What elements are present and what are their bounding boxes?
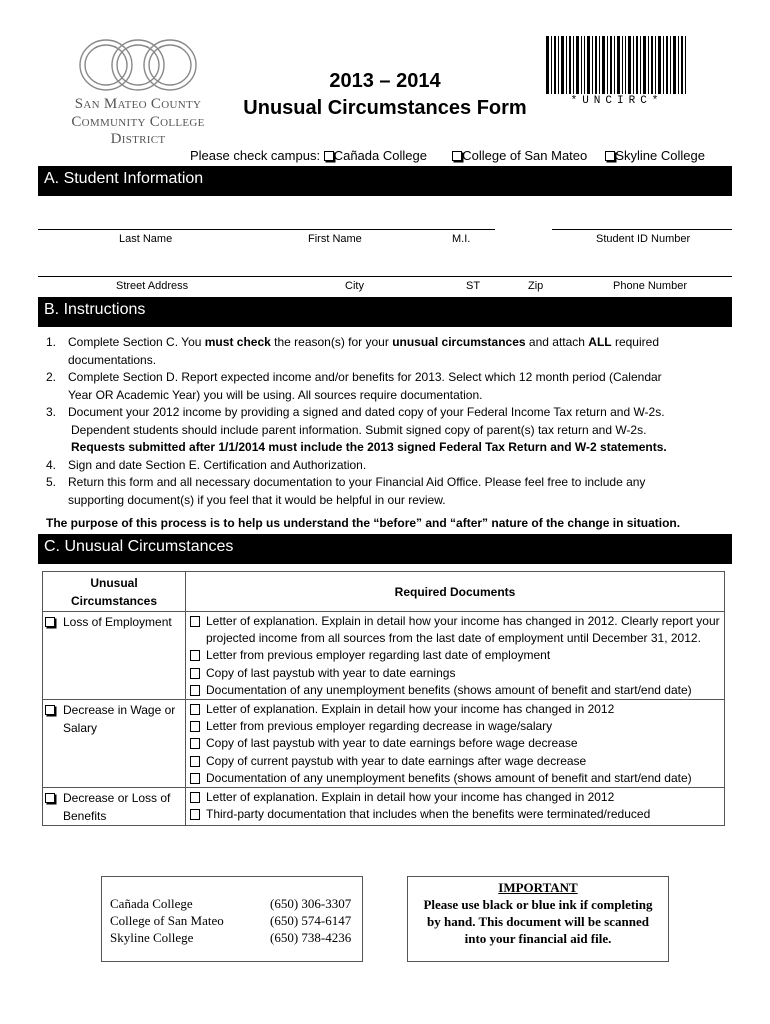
instruction-line: Document your 2012 income by providing a signed and dated copy of your Federal Income Tax return and W-2s.	[68, 405, 665, 419]
label-last-name: Last Name	[119, 233, 173, 245]
table-row	[43, 700, 725, 788]
barcode-icon	[546, 36, 686, 94]
checkbox-icon[interactable]	[45, 617, 55, 627]
instruction-line: Dependent students should include parent information. Submit signed copy of parent(s) tax return and W-2s.	[71, 422, 647, 437]
instruction-line: supporting document(s) if you feel that it would be helpful in our review.	[68, 492, 446, 507]
checkbox-icon[interactable]	[190, 616, 200, 627]
student-id-line[interactable]	[552, 229, 732, 230]
section-b-header: B. Instructions	[38, 297, 732, 327]
instruction-line: Complete Section D. Report expected income and/or benefits for 2013. Select which 12 month period (Calendar	[68, 370, 662, 384]
purpose-statement: The purpose of this process is to help us understand the “before” and “after” nature of the change in situation.	[46, 516, 681, 530]
col-header-circumstances: Unusual Circumstances	[43, 572, 186, 612]
checkbox-icon[interactable]	[190, 773, 200, 784]
checkbox-icon[interactable]	[190, 809, 200, 820]
checkbox-icon[interactable]	[190, 668, 200, 679]
label-street: Street Address	[116, 280, 189, 292]
important-line: by hand. This document will be scanned	[427, 914, 649, 929]
checkbox-icon[interactable]	[190, 721, 200, 732]
campus-option-canada[interactable]: Cañada College	[324, 148, 427, 163]
instruction-item: 1. Complete Section C. You must check the reason(s) for your unusual circumstances and attach ALL required documentations.	[46, 334, 736, 369]
label-state: ST	[466, 280, 481, 292]
table-header-row	[43, 572, 725, 612]
checkbox-icon[interactable]	[452, 151, 462, 161]
document-item[interactable]: Copy of last paystub with year to date earnings	[190, 665, 720, 682]
instruction-item: 3. Document your 2012 income by providing a signed and dated copy of your Federal Income Tax return and W-2s. Dependent students should include parent information. Submit signed copy of parent(s) tax return and W-2s. Requests submitted after 1/1/2014 must include the 2013 signed Federal Tax Return and W-2 statements.	[46, 404, 736, 457]
instruction-item: 4. Sign and date Section E. Certification and Authorization.	[46, 457, 736, 475]
checkbox-icon[interactable]	[190, 738, 200, 749]
document-item[interactable]: Letter of explanation. Explain in detail how your income has changed in 2012	[190, 701, 720, 718]
label-student-id: Student ID Number	[596, 233, 691, 245]
campus-contacts-box	[101, 876, 363, 962]
label-city: City	[345, 280, 364, 292]
document-item[interactable]: Letter from previous employer regarding decrease in wage/salary	[190, 718, 720, 735]
instruction-line: documentations.	[68, 352, 157, 367]
document-item[interactable]: Copy of last paystub with year to date earnings before wage decrease	[190, 735, 720, 752]
document-item[interactable]: Documentation of any unemployment benefits (shows amount of benefit and start/end date)	[190, 682, 720, 699]
table-row	[43, 612, 725, 700]
label-first-name: First Name	[308, 233, 362, 245]
contact-row: College of San Mateo (650) 574-6147	[110, 913, 352, 928]
checkbox-icon[interactable]	[45, 793, 55, 803]
circumstances-table	[42, 571, 725, 826]
checkbox-icon[interactable]	[190, 650, 200, 661]
col-header-documents: Required Documents	[186, 572, 725, 612]
instruction-line: Complete Section C. You must check the reason(s) for your unusual circumstances and attach ALL required	[68, 335, 659, 349]
logo-line-2: Community College District	[71, 114, 205, 147]
checkbox-icon[interactable]	[190, 685, 200, 696]
instruction-line: Return this form and all necessary documentation to your Financial Aid Office. Please feel free to include any	[68, 475, 646, 489]
section-c-header: C. Unusual Circumstances	[38, 534, 732, 564]
name-line[interactable]	[38, 229, 495, 230]
circumstance-loss-of-employment[interactable]: Loss of Employment	[45, 614, 183, 632]
contact-row: Cañada College (650) 306-3307	[110, 896, 352, 911]
circumstance-decrease-in-wage[interactable]: Decrease in Wage or Salary	[45, 702, 183, 737]
instruction-line-bold: Requests submitted after 1/1/2014 must include the 2013 signed Federal Tax Return and W-2 statements.	[71, 440, 667, 454]
checkbox-icon[interactable]	[45, 705, 55, 715]
document-item[interactable]: Letter of explanation. Explain in detail how your income has changed in 2012	[190, 789, 720, 806]
checkbox-icon[interactable]	[605, 151, 615, 161]
important-notice	[407, 876, 669, 962]
barcode-text: *UNCIRC*	[570, 95, 664, 107]
form-title: Unusual Circumstances Form	[243, 97, 527, 119]
instruction-line: Year OR Academic Year) you will be using. All sources require documentation.	[68, 387, 483, 402]
label-zip: Zip	[528, 280, 544, 292]
logo-line-1: San Mateo County	[74, 96, 202, 112]
address-line[interactable]	[38, 276, 732, 277]
campus-selector	[190, 148, 705, 163]
instruction-line: Sign and date Section E. Certification and Authorization.	[68, 457, 367, 472]
document-item[interactable]: Letter of explanation. Explain in detail how your income has changed in 2012. Clearly report your projected income from all sources from the last date of employment until December 31, 2012.	[190, 613, 720, 647]
contact-row: Skyline College (650) 738-4236	[110, 930, 352, 945]
table-row	[43, 788, 725, 826]
document-item[interactable]: Third-party documentation that includes when the benefits were terminated/reduced	[190, 806, 720, 823]
instruction-item: 2. Complete Section D. Report expected income and/or benefits for 2013. Select which 12 month period (Calendar Year OR Academic Year) you will be using. All sources require documentation.	[46, 369, 736, 404]
document-item[interactable]: Letter from previous employer regarding last date of employment	[190, 647, 720, 664]
instruction-item: 5. Return this form and all necessary documentation to your Financial Aid Office. Please feel free to include any supporting document(s) if you feel that it would be helpful in our review.	[46, 474, 736, 509]
document-item[interactable]: Documentation of any unemployment benefits (shows amount of benefit and start/end date)	[190, 770, 720, 787]
circumstance-decrease-of-benefits[interactable]: Decrease or Loss of Benefits	[45, 790, 183, 825]
checkbox-icon[interactable]	[190, 792, 200, 803]
checkbox-icon[interactable]	[190, 704, 200, 715]
campus-option-csm[interactable]: College of San Mateo	[452, 148, 587, 163]
important-heading: IMPORTANT	[498, 880, 578, 895]
campus-prompt: Please check campus:	[190, 148, 321, 163]
instructions-list	[46, 334, 736, 509]
label-mi: M.I.	[452, 233, 471, 245]
campus-option-skyline[interactable]: Skyline College	[605, 148, 705, 163]
form-year: 2013 – 2014	[329, 70, 441, 92]
label-phone: Phone Number	[613, 280, 687, 292]
rings-icon	[76, 36, 200, 94]
district-logo	[48, 36, 228, 147]
checkbox-icon[interactable]	[190, 756, 200, 767]
checkbox-icon[interactable]	[324, 151, 334, 161]
document-item[interactable]: Copy of current paystub with year to date earnings after wage decrease	[190, 753, 720, 770]
section-a-header: A. Student Information	[38, 166, 732, 196]
important-line: Please use black or blue ink if completing	[423, 897, 653, 912]
important-line: into your financial aid file.	[464, 931, 612, 946]
